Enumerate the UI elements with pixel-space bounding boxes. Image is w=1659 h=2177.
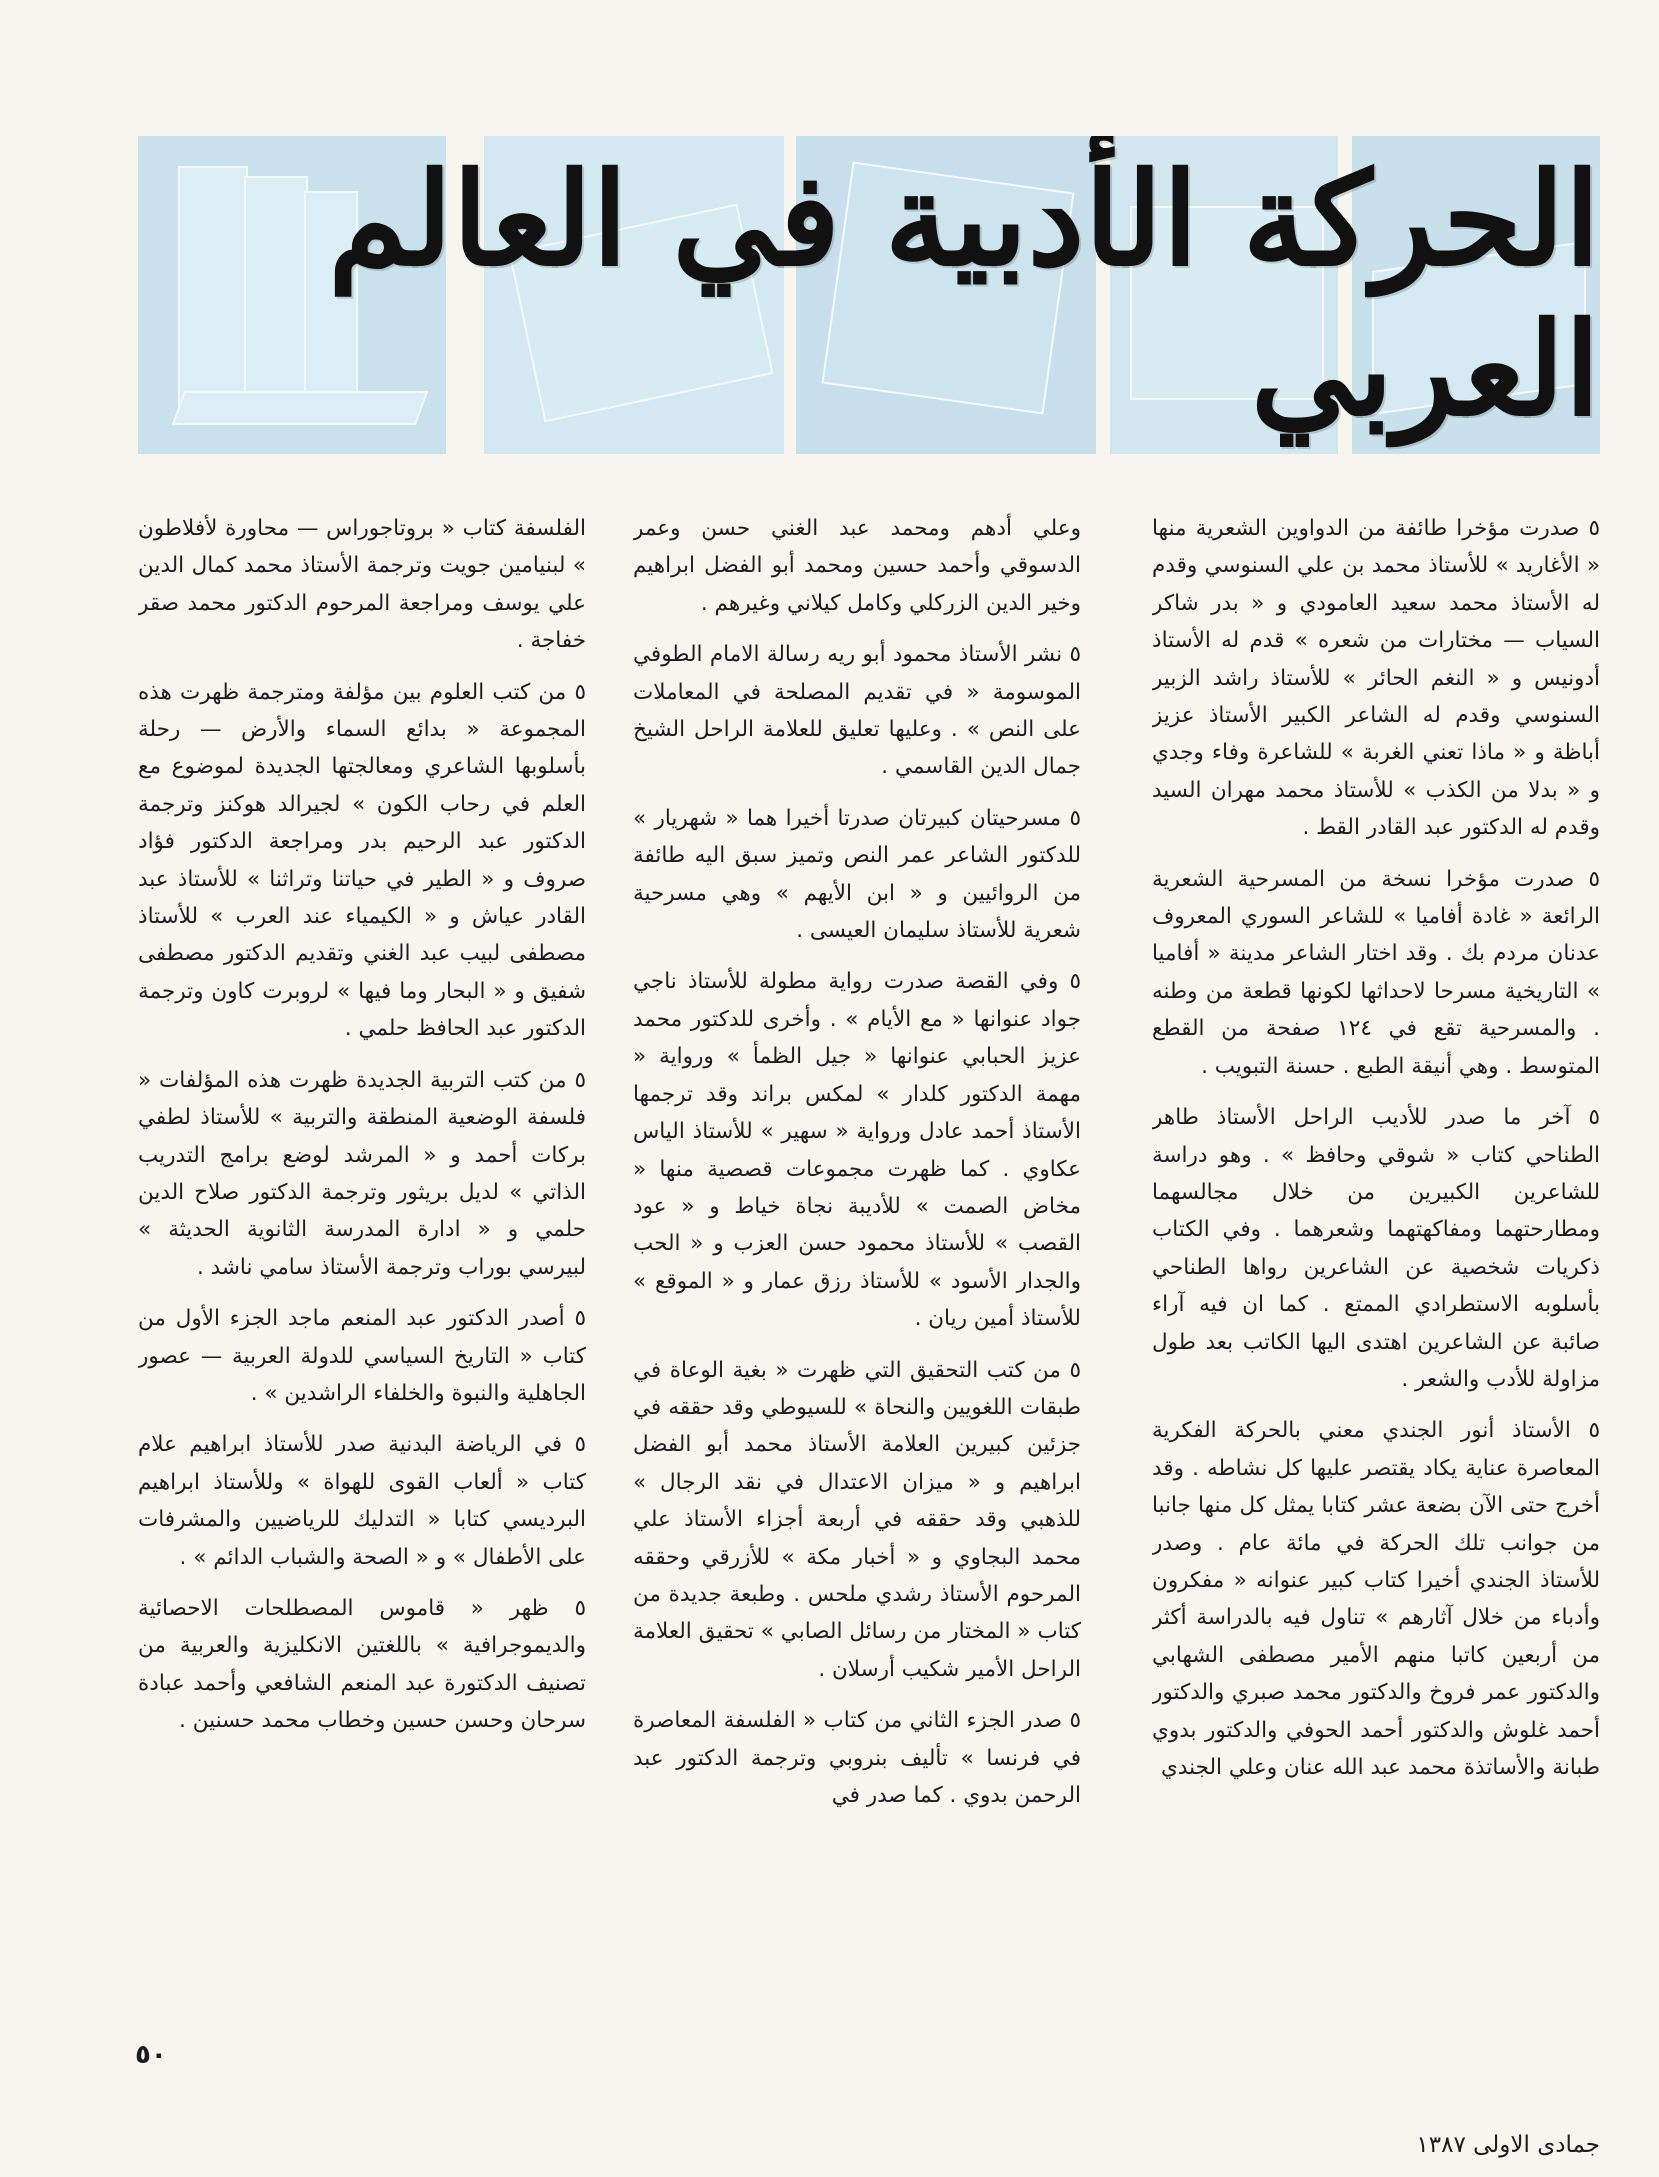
- paragraph: ٥ ظهر « قاموس المصطلحات الاحصائية والديموجرافية » باللغتين الانكليزية والعربية من تصنيف الدكتورة عبد المنعم الشافعي وأحمد عبادة سرحان وحسن حسين وخطاب محمد حسنين .: [138, 1595, 586, 1734]
- issue-date-footer: جمادى الاولى ١٣٨٧: [1416, 2132, 1600, 2158]
- paragraph: ٥ من كتب التحقيق التي ظهرت « بغية الوعاة في طبقات اللغويين والنحاة » للسيوطي وقد حققه في جزئين كبيرين العلامة الأستاذ محمد أبو الفضل ابراهيم و « ميزان الاعتدال في نقد الرجال » للذهبي وقد حققه في أربعة أجزاء الأستاذ علي محمد البجاوي و « أخبار مكة » للأزرقي وحققه المرحوم الأستاذ رشدي ملحس . وطبعة جديدة من كتاب « المختار من رسائل الصابي » تحقيق العلامة الراحل الأمير شكيب أرسلان .: [633, 1357, 1081, 1682]
- paragraph: ٥ صدرت مؤخرا طائفة من الدواوين الشعرية منها « الأغاريد » للأستاذ محمد بن علي السنوسي وقدم له الأستاذ محمد سعيد العامودي و « بدر شاكر السياب — مختارات من شعره » قدم له الأستاذ أدونيس و « النغم الحائر » للأستاذ راشد الزبير السنوسي وقدم له الشاعر الكبير الأستاذ عزيز أباظة و « ماذا تعني الغربة » للشاعرة وفاء وجدي و « بدلا من الكذب » للأستاذ محمد مهران السيد وقدم له الدكتور عبد القادر القط .: [1152, 516, 1600, 841]
- title-banner: [138, 136, 1600, 454]
- paragraph: الفلسفة كتاب « بروتاجوراس — محاورة لأفلاطون » لبنيامين جويت وترجمة الأستاذ محمد كمال الدين علي يوسف ومراجعة المرحوم الدكتور محمد صقر خفاجة .: [138, 516, 586, 654]
- page-title: الحركة الأدبية في العالم العربي: [328, 145, 1600, 445]
- paragraph: ٥ وفي القصة صدرت رواية مطولة للأستاذ ناجي جواد عنوانها « مع الأيام » . وأخرى للدكتور محمد عزيز الحبابي عنوانها « جيل الظمأ » ورواية « مهمة الدكتور كلدار » لمكس براند وقد ترجمها الأستاذ أحمد عادل ورواية « سهير » للأستاذ الياس عكاوي . كما ظهرت مجموعات قصصية منها « مخاض الصمت » للأديبة نجاة خياط و « عود القصب » للأستاذ محمود حسن العزب و « الحب والجدار الأسود » للأستاذ رزق عمار و « الموقع » للأستاذ أمين ريان .: [633, 969, 1081, 1332]
- paragraph: وعلي أدهم ومحمد عبد الغني حسن وعمر الدسوقي وأحمد حسين ومحمد أبو الفضل ابراهيم وخير الدين الزركلي وكامل كيلاني وغيرهم .: [633, 516, 1081, 616]
- paragraph: ٥ صدر الجزء الثاني من كتاب « الفلسفة المعاصرة في فرنسا » تأليف بنروبي وترجمة الدكتور عبد الرحمن بدوي . كما صدر في: [633, 1708, 1081, 1808]
- paragraph: ٥ أصدر الدكتور عبد المنعم ماجد الجزء الأول من كتاب « التاريخ السياسي للدولة العربية — عصور الجاهلية والنبوة والخلفاء الراشدين » .: [138, 1306, 586, 1406]
- paragraph: ٥ من كتب التربية الجديدة ظهرت هذه المؤلفات « فلسفة الوضعية المنطقة والتربية » للأستاذ لطفي بركات أحمد و « المرشد لوضع برامج التدريب الذاتي » لديل بريثور وترجمة الدكتور صلاح الدين حلمي و « ادارة المدرسة الثانوية الحديثة » لبيرسي بوراب وترجمة الأستاذ سامي ناشد .: [138, 1067, 586, 1280]
- column-left: [138, 510, 586, 2060]
- paragraph: ٥ الأستاذ أنور الجندي معني بالحركة الفكرية المعاصرة عناية يكاد يقتصر عليها كل نشاطه . وقد أخرج حتى الآن بضعة عشر كتابا يمثل كل منها جانبا من جوانب تلك الحركة في مائة عام . وصدر للأستاذ الجندي أخيرا كتاب كبير عنوانه « مفكرون وأدباء من خلال آثارهم » تناول فيه بالدراسة أكثر من أربعين كاتبا منهم الأمير مصطفى الشهابي والدكتور عمر فروخ والدكتور محمد صبري والدكتور أحمد غلوش والدكتور أحمد الحوفي والدكتور بدوي طبانة والأساتذة محمد عبد الله عنان وعلي الجندي: [1152, 1418, 1600, 1780]
- column-middle: [633, 510, 1081, 2060]
- column-right: [1152, 510, 1600, 2060]
- paragraph: ٥ نشر الأستاذ محمود أبو ريه رسالة الامام الطوفي الموسومة « في تقديم المصلحة في المعاملات على النص » . وعليها تعليق للعلامة الراحل الشيخ جمال الدين القاسمي .: [633, 642, 1081, 780]
- article-body: [138, 510, 1600, 2060]
- paragraph: ٥ صدرت مؤخرا نسخة من المسرحية الشعرية الرائعة « غادة أفاميا » للشاعر السوري المعروف عدنان مردم بك . وقد اختار الشاعر مدينة « أفاميا » التاريخية مسرحا لاحداثها لكونها قطعة من وطنه . والمسرحية تقع في ١٢٤ صفحة من القطع المتوسط . وهي أنيقة الطبع . حسنة التبويب .: [1152, 866, 1600, 1079]
- page-number: ٥٠: [135, 2040, 167, 2070]
- paragraph: ٥ في الرياضة البدنية صدر للأستاذ ابراهيم علام كتاب « ألعاب القوى للهواة » وللأستاذ ابراهيم البرديسي كتابا « التدليك للرياضيين والمشرفات على الأطفال » و « الصحة والشباب الدائم » .: [138, 1432, 586, 1570]
- paragraph: ٥ مسرحيتان كبيرتان صدرتا أخيرا هما « شهريار » للدكتور الشاعر عمر النص وتميز سبق اليه طائفة من الروائيين و « ابن الأيهم » وهي مسرحية شعرية للأستاذ سليمان العيسى .: [633, 805, 1081, 944]
- paragraph: ٥ من كتب العلوم بين مؤلفة ومترجمة ظهرت هذه المجموعة « بدائع السماء والأرض — رحلة بأسلوبها الشاعري ومعالجتها الجديدة لموضوع مع العلم في رحاب الكون » لجيرالد هوكنز وترجمة الدكتور عبد الرحيم بدر ومراجعة الدكتور فؤاد صروف و « الطير في حياتنا وتراثنا » للأستاذ عبد القادر عياش و « الكيمياء عند العرب » للأستاذ مصطفى لبيب عبد الغني وتقديم الدكتور مصطفى شفيق و « البحار وما فيها » لروبرت كاون وترجمة الدكتور عبد الحافظ حلمي .: [138, 679, 586, 1042]
- paragraph: ٥ آخر ما صدر للأديب الراحل الأستاذ طاهر الطناحي كتاب « شوقي وحافظ » . وهو دراسة للشاعرين الكبيرين من خلال مجالسهما ومطارحتهما ومفاكهتهما وشعرهما . وفي الكتاب ذكريات شخصية عن الشاعرين رواها الطناحي بأسلوبه الاستطرادي الممتع . كما ان فيه آراء صائبة عن الشاعرين اهتدى اليها الكاتب بعد طول مزاولة للأدب والشعر .: [1152, 1105, 1600, 1392]
